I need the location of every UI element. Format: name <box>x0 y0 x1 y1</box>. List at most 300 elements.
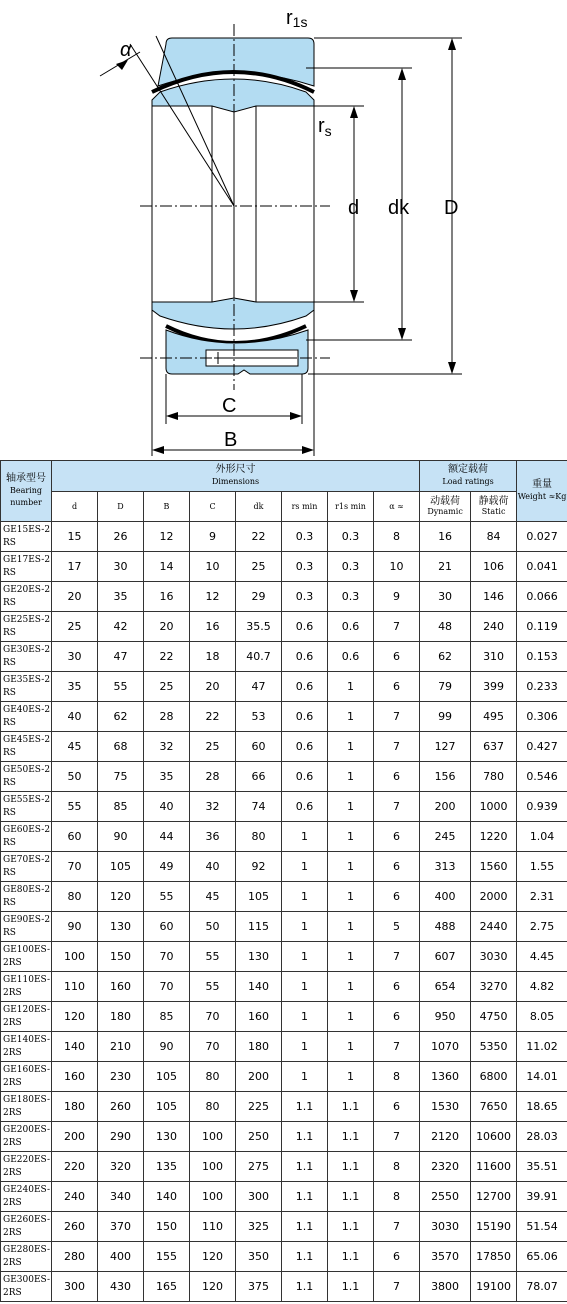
table-cell: 200 <box>420 792 471 822</box>
table-cell: 15190 <box>471 1212 517 1242</box>
table-cell: 45 <box>190 882 236 912</box>
table-cell: 120 <box>52 1002 98 1032</box>
bearing-number-cell: GE180ES-2RS <box>1 1092 52 1122</box>
table-cell: 156 <box>420 762 471 792</box>
table-cell: 7 <box>374 1212 420 1242</box>
table-cell: 1.1 <box>282 1272 328 1302</box>
bearing-number-cell: GE80ES-2RS <box>1 882 52 912</box>
table-cell: 105 <box>144 1062 190 1092</box>
table-cell: 1.55 <box>517 852 567 882</box>
table-cell: 35 <box>98 582 144 612</box>
bearing-number-cell: GE35ES-2RS <box>1 672 52 702</box>
table-cell: 19100 <box>471 1272 517 1302</box>
bearing-number-cell: GE90ES-2RS <box>1 912 52 942</box>
table-row <box>1 1212 567 1242</box>
table-cell: 160 <box>236 1002 282 1032</box>
table-cell: 17850 <box>471 1242 517 1272</box>
table-cell: 79 <box>420 672 471 702</box>
table-cell: 1 <box>282 1032 328 1062</box>
table-cell: 1 <box>282 882 328 912</box>
table-cell: 155 <box>144 1242 190 1272</box>
table-cell: 60 <box>236 732 282 762</box>
table-cell: 14.01 <box>517 1062 567 1092</box>
table-cell: 0.3 <box>328 552 374 582</box>
table-cell: 0.6 <box>282 642 328 672</box>
table-cell: 7 <box>374 732 420 762</box>
table-cell: 245 <box>420 822 471 852</box>
table-row <box>1 1092 567 1122</box>
table-cell: 32 <box>190 792 236 822</box>
table-cell: 2440 <box>471 912 517 942</box>
col-D: D <box>98 492 144 522</box>
bearing-number-cell: GE160ES-2RS <box>1 1062 52 1092</box>
table-cell: 106 <box>471 552 517 582</box>
table-cell: 30 <box>98 552 144 582</box>
table-cell: 9 <box>190 522 236 552</box>
table-cell: 90 <box>98 822 144 852</box>
table-cell: 15 <box>52 522 98 552</box>
col-r1s-min: r1s min <box>328 492 374 522</box>
table-cell: 1.1 <box>328 1272 374 1302</box>
col-rs-min: rs min <box>282 492 328 522</box>
table-cell: 1530 <box>420 1092 471 1122</box>
table-cell: 0.6 <box>282 792 328 822</box>
header-weight: 重量 Weight ≈Kg <box>517 461 567 522</box>
table-cell: 7 <box>374 1032 420 1062</box>
table-cell: 36 <box>190 822 236 852</box>
table-cell: 1 <box>282 912 328 942</box>
table-cell: 180 <box>98 1002 144 1032</box>
table-row <box>1 612 567 642</box>
table-cell: 80 <box>236 822 282 852</box>
table-cell: 290 <box>98 1122 144 1152</box>
table-cell: 0.027 <box>517 522 567 552</box>
table-cell: 4750 <box>471 1002 517 1032</box>
table-cell: 18 <box>190 642 236 672</box>
table-cell: 3800 <box>420 1272 471 1302</box>
table-cell: 1 <box>282 822 328 852</box>
table-cell: 210 <box>98 1032 144 1062</box>
table-row <box>1 522 567 552</box>
rs-label: $r_s$ <box>318 115 332 139</box>
table-cell: 60 <box>144 912 190 942</box>
col-dk: dk <box>236 492 282 522</box>
table-cell: 2120 <box>420 1122 471 1152</box>
table-cell: 55 <box>144 882 190 912</box>
table-cell: 0.066 <box>517 582 567 612</box>
table-row <box>1 1032 567 1062</box>
table-cell: 7650 <box>471 1092 517 1122</box>
table-cell: 3030 <box>420 1212 471 1242</box>
table-cell: 0.6 <box>328 612 374 642</box>
table-cell: 0.3 <box>328 522 374 552</box>
table-cell: 2000 <box>471 882 517 912</box>
table-cell: 1.1 <box>328 1182 374 1212</box>
table-cell: 5 <box>374 912 420 942</box>
table-row <box>1 882 567 912</box>
table-cell: 39.91 <box>517 1182 567 1212</box>
table-cell: 70 <box>190 1032 236 1062</box>
table-cell: 100 <box>52 942 98 972</box>
table-row <box>1 1122 567 1152</box>
table-row <box>1 582 567 612</box>
table-cell: 3270 <box>471 972 517 1002</box>
table-cell: 260 <box>52 1212 98 1242</box>
table-cell: 495 <box>471 702 517 732</box>
table-cell: 654 <box>420 972 471 1002</box>
table-cell: 25 <box>52 612 98 642</box>
table-row <box>1 672 567 702</box>
bearing-number-cell: GE40ES-2RS <box>1 702 52 732</box>
table-cell: 7 <box>374 1272 420 1302</box>
table-cell: 115 <box>236 912 282 942</box>
table-cell: 28 <box>190 762 236 792</box>
table-cell: 55 <box>52 792 98 822</box>
table-cell: 1360 <box>420 1062 471 1092</box>
table-cell: 240 <box>471 612 517 642</box>
table-cell: 0.153 <box>517 642 567 672</box>
table-cell: 12 <box>190 582 236 612</box>
D-label: D <box>444 197 459 219</box>
table-cell: 70 <box>190 1002 236 1032</box>
table-cell: 55 <box>190 942 236 972</box>
table-cell: 16 <box>420 522 471 552</box>
table-cell: 280 <box>52 1242 98 1272</box>
table-cell: 110 <box>52 972 98 1002</box>
table-cell: 313 <box>420 852 471 882</box>
table-cell: 140 <box>236 972 282 1002</box>
table-cell: 0.546 <box>517 762 567 792</box>
table-cell: 780 <box>471 762 517 792</box>
col-C: C <box>190 492 236 522</box>
table-cell: 22 <box>144 642 190 672</box>
table-cell: 6 <box>374 642 420 672</box>
table-cell: 8.05 <box>517 1002 567 1032</box>
table-cell: 49 <box>144 852 190 882</box>
table-cell: 2550 <box>420 1182 471 1212</box>
table-cell: 8 <box>374 1152 420 1182</box>
table-cell: 0.939 <box>517 792 567 822</box>
table-cell: 29 <box>236 582 282 612</box>
C-label: C <box>222 395 237 417</box>
table-cell: 22 <box>236 522 282 552</box>
table-cell: 1 <box>282 1002 328 1032</box>
table-cell: 1.1 <box>328 1152 374 1182</box>
bearing-number-cell: GE55ES-2RS <box>1 792 52 822</box>
table-cell: 11600 <box>471 1152 517 1182</box>
table-cell: 1 <box>282 972 328 1002</box>
table-cell: 1 <box>328 762 374 792</box>
table-cell: 1.1 <box>328 1092 374 1122</box>
col-static: 静载荷 Static <box>471 492 517 522</box>
table-cell: 35 <box>52 672 98 702</box>
table-cell: 85 <box>144 1002 190 1032</box>
table-cell: 7 <box>374 1122 420 1152</box>
table-row <box>1 1242 567 1272</box>
table-cell: 100 <box>190 1122 236 1152</box>
table-cell: 47 <box>236 672 282 702</box>
table-cell: 12 <box>144 522 190 552</box>
table-cell: 4.82 <box>517 972 567 1002</box>
table-cell: 0.6 <box>282 672 328 702</box>
table-cell: 1 <box>328 882 374 912</box>
col-d: d <box>52 492 98 522</box>
table-cell: 6 <box>374 1242 420 1272</box>
d-label: d <box>348 197 360 219</box>
table-row <box>1 972 567 1002</box>
table-cell: 14 <box>144 552 190 582</box>
bearing-spec-table <box>0 460 567 1302</box>
table-cell: 120 <box>98 882 144 912</box>
table-cell: 2.75 <box>517 912 567 942</box>
table-row <box>1 822 567 852</box>
table-cell: 20 <box>52 582 98 612</box>
table-cell: 300 <box>236 1182 282 1212</box>
table-cell: 1 <box>328 822 374 852</box>
table-cell: 20 <box>144 612 190 642</box>
table-cell: 84 <box>471 522 517 552</box>
table-cell: 1 <box>328 1032 374 1062</box>
table-cell: 400 <box>98 1242 144 1272</box>
table-cell: 1.1 <box>282 1242 328 1272</box>
table-cell: 22 <box>190 702 236 732</box>
table-row <box>1 702 567 732</box>
table-cell: 1 <box>328 942 374 972</box>
table-cell: 3030 <box>471 942 517 972</box>
table-cell: 100 <box>190 1182 236 1212</box>
table-cell: 950 <box>420 1002 471 1032</box>
table-cell: 225 <box>236 1092 282 1122</box>
table-cell: 127 <box>420 732 471 762</box>
table-cell: 17 <box>52 552 98 582</box>
inner-ring-bottom <box>152 298 314 329</box>
table-cell: 130 <box>236 942 282 972</box>
bearing-cross-section-diagram <box>0 0 567 460</box>
table-row <box>1 1272 567 1302</box>
table-cell: 130 <box>98 912 144 942</box>
table-cell: 150 <box>144 1212 190 1242</box>
table-row <box>1 912 567 942</box>
table-cell: 1560 <box>471 852 517 882</box>
bearing-number-cell: GE140ES-2RS <box>1 1032 52 1062</box>
bearing-number-cell: GE15ES-2RS <box>1 522 52 552</box>
table-cell: 110 <box>190 1212 236 1242</box>
table-cell: 1 <box>328 702 374 732</box>
table-cell: 180 <box>236 1032 282 1062</box>
B-label: B <box>224 429 238 451</box>
table-cell: 370 <box>98 1212 144 1242</box>
bearing-number-cell: GE260ES-2RS <box>1 1212 52 1242</box>
table-row <box>1 1002 567 1032</box>
table-cell: 230 <box>98 1062 144 1092</box>
table-cell: 10600 <box>471 1122 517 1152</box>
table-cell: 55 <box>190 972 236 1002</box>
table-cell: 70 <box>52 852 98 882</box>
table-cell: 85 <box>98 792 144 822</box>
table-cell: 0.6 <box>282 732 328 762</box>
table-cell: 488 <box>420 912 471 942</box>
table-cell: 0.041 <box>517 552 567 582</box>
bearing-number-cell: GE30ES-2RS <box>1 642 52 672</box>
bearing-number-cell: GE70ES-2RS <box>1 852 52 882</box>
table-cell: 0.427 <box>517 732 567 762</box>
table-cell: 11.02 <box>517 1032 567 1062</box>
table-cell: 8 <box>374 1182 420 1212</box>
bearing-number-cell: GE240ES-2RS <box>1 1182 52 1212</box>
table-cell: 40 <box>144 792 190 822</box>
table-cell: 53 <box>236 702 282 732</box>
table-cell: 74 <box>236 792 282 822</box>
table-cell: 68 <box>98 732 144 762</box>
table-cell: 300 <box>52 1272 98 1302</box>
table-cell: 55 <box>98 672 144 702</box>
table-cell: 6 <box>374 672 420 702</box>
header-dimensions: 外形尺寸 Dimensions <box>52 461 420 492</box>
table-cell: 1.1 <box>328 1122 374 1152</box>
table-cell: 70 <box>144 942 190 972</box>
table-cell: 1 <box>282 852 328 882</box>
bearing-number-cell: GE17ES-2RS <box>1 552 52 582</box>
table-cell: 1 <box>328 672 374 702</box>
table-cell: 7 <box>374 702 420 732</box>
table-cell: 0.6 <box>328 642 374 672</box>
table-cell: 135 <box>144 1152 190 1182</box>
table-cell: 21 <box>420 552 471 582</box>
table-cell: 310 <box>471 642 517 672</box>
table-cell: 1.1 <box>282 1092 328 1122</box>
col-alpha: α ≈ <box>374 492 420 522</box>
table-cell: 6 <box>374 1092 420 1122</box>
table-body <box>1 522 567 1302</box>
table-cell: 1.1 <box>282 1122 328 1152</box>
table-cell: 150 <box>98 942 144 972</box>
table-row <box>1 552 567 582</box>
bearing-number-cell: GE20ES-2RS <box>1 582 52 612</box>
table-cell: 90 <box>144 1032 190 1062</box>
table-cell: 9 <box>374 582 420 612</box>
table-cell: 80 <box>190 1062 236 1092</box>
bearing-number-cell: GE220ES-2RS <box>1 1152 52 1182</box>
table-cell: 250 <box>236 1122 282 1152</box>
table-cell: 48 <box>420 612 471 642</box>
table-cell: 240 <box>52 1182 98 1212</box>
table-cell: 62 <box>98 702 144 732</box>
bearing-number-cell: GE280ES-2RS <box>1 1242 52 1272</box>
table-cell: 51.54 <box>517 1212 567 1242</box>
table-cell: 0.6 <box>282 762 328 792</box>
table-cell: 325 <box>236 1212 282 1242</box>
table-cell: 165 <box>144 1272 190 1302</box>
table-cell: 2.31 <box>517 882 567 912</box>
bearing-number-cell: GE45ES-2RS <box>1 732 52 762</box>
table-cell: 0.3 <box>282 582 328 612</box>
table-cell: 100 <box>190 1152 236 1182</box>
table-cell: 60 <box>52 822 98 852</box>
table-cell: 62 <box>420 642 471 672</box>
table-cell: 3570 <box>420 1242 471 1272</box>
table-cell: 5350 <box>471 1032 517 1062</box>
table-cell: 47 <box>98 642 144 672</box>
table-cell: 65.06 <box>517 1242 567 1272</box>
dk-label: dk <box>388 197 410 219</box>
table-cell: 1 <box>328 732 374 762</box>
table-cell: 275 <box>236 1152 282 1182</box>
table-cell: 50 <box>52 762 98 792</box>
table-row <box>1 732 567 762</box>
table-cell: 140 <box>52 1032 98 1062</box>
table-cell: 18.65 <box>517 1092 567 1122</box>
table-cell: 35.5 <box>236 612 282 642</box>
table-cell: 10 <box>190 552 236 582</box>
table-cell: 0.306 <box>517 702 567 732</box>
table-cell: 637 <box>471 732 517 762</box>
table-cell: 1220 <box>471 822 517 852</box>
table-cell: 1 <box>282 1062 328 1092</box>
table-cell: 92 <box>236 852 282 882</box>
table-cell: 35.51 <box>517 1152 567 1182</box>
table-cell: 220 <box>52 1152 98 1182</box>
bearing-number-cell: GE120ES-2RS <box>1 1002 52 1032</box>
table-cell: 42 <box>98 612 144 642</box>
table-cell: 12700 <box>471 1182 517 1212</box>
table-cell: 1 <box>328 852 374 882</box>
table-cell: 75 <box>98 762 144 792</box>
table-cell: 430 <box>98 1272 144 1302</box>
table-cell: 105 <box>144 1092 190 1122</box>
table-row <box>1 852 567 882</box>
table-cell: 10 <box>374 552 420 582</box>
table-cell: 80 <box>52 882 98 912</box>
table-cell: 180 <box>52 1092 98 1122</box>
table-row <box>1 762 567 792</box>
header-load-ratings: 额定载荷 Load ratings <box>420 461 517 492</box>
table-cell: 1 <box>328 1062 374 1092</box>
table-cell: 6 <box>374 1002 420 1032</box>
bearing-number-cell: GE110ES-2RS <box>1 972 52 1002</box>
table-cell: 0.6 <box>282 612 328 642</box>
table-cell: 6 <box>374 762 420 792</box>
table-cell: 200 <box>236 1062 282 1092</box>
table-cell: 0.119 <box>517 612 567 642</box>
table-cell: 78.07 <box>517 1272 567 1302</box>
bearing-number-cell: GE200ES-2RS <box>1 1122 52 1152</box>
table-cell: 2320 <box>420 1152 471 1182</box>
table-cell: 1000 <box>471 792 517 822</box>
table-cell: 375 <box>236 1272 282 1302</box>
header-bearing-number: 轴承型号 Bearing number <box>1 461 52 522</box>
table-cell: 8 <box>374 1062 420 1092</box>
table-cell: 1.1 <box>282 1182 328 1212</box>
table-cell: 400 <box>420 882 471 912</box>
table-cell: 260 <box>98 1092 144 1122</box>
table-cell: 1070 <box>420 1032 471 1062</box>
table-cell: 99 <box>420 702 471 732</box>
table-cell: 340 <box>98 1182 144 1212</box>
table-row <box>1 942 567 972</box>
table-cell: 607 <box>420 942 471 972</box>
table-cell: 0.3 <box>282 552 328 582</box>
table-cell: 16 <box>190 612 236 642</box>
table-cell: 6800 <box>471 1062 517 1092</box>
table-row <box>1 1152 567 1182</box>
table-cell: 1 <box>328 1002 374 1032</box>
table-cell: 1.1 <box>328 1242 374 1272</box>
table-cell: 160 <box>98 972 144 1002</box>
table-cell: 6 <box>374 852 420 882</box>
table-cell: 146 <box>471 582 517 612</box>
bearing-number-cell: GE300ES-2RS <box>1 1272 52 1302</box>
table-cell: 160 <box>52 1062 98 1092</box>
